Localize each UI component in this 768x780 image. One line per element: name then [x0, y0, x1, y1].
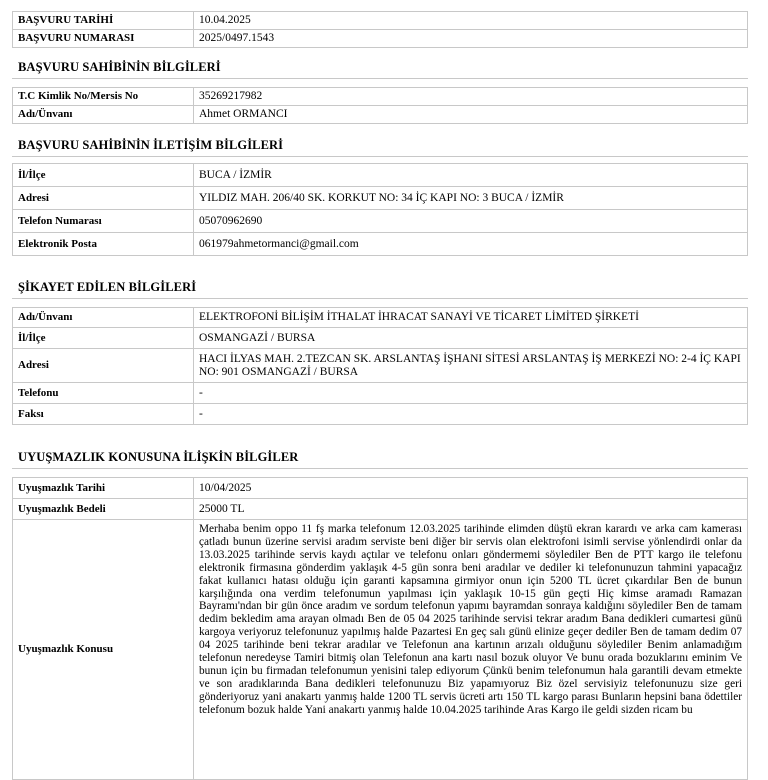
table-row — [13, 404, 748, 425]
table-row — [13, 349, 748, 383]
company-name-label: Adı/Ünvanı — [13, 308, 194, 328]
section-divider — [12, 78, 748, 79]
contact-table — [12, 163, 748, 256]
table-row — [13, 187, 748, 210]
table-row — [13, 499, 748, 520]
phone-label: Telefon Numarası — [13, 210, 194, 233]
company-city-label: İl/İlçe — [13, 328, 194, 349]
application-date-value: 10.04.2025 — [194, 12, 748, 30]
table-row — [13, 88, 748, 106]
dispute-subject-cell — [194, 520, 748, 780]
dispute-amount-value: 25000 TL — [194, 499, 748, 520]
dispute-date-label: Uyuşmazlık Tarihi — [13, 478, 194, 499]
company-city-value: OSMANGAZİ / BURSA — [194, 328, 748, 349]
contact-section-heading: BAŞVURU SAHİBİNİN İLETİŞİM BİLGİLERİ — [18, 138, 284, 152]
applicant-name-label: Adı/Ünvanı — [13, 106, 194, 124]
email-label: Elektronik Posta — [13, 233, 194, 256]
address-value: YILDIZ MAH. 206/40 SK. KORKUT NO: 34 İÇ KAPI NO: 3 BUCA / İZMİR — [194, 187, 748, 210]
dispute-amount-label: Uyuşmazlık Bedeli — [13, 499, 194, 520]
city-district-label: İl/İlçe — [13, 164, 194, 187]
company-phone-value: - — [194, 383, 748, 404]
address-label: Adresi — [13, 187, 194, 210]
table-row — [13, 12, 748, 30]
table-row — [13, 233, 748, 256]
complained-section-heading: ŞİKAYET EDİLEN BİLGİLERİ — [18, 280, 197, 294]
applicant-section-heading: BAŞVURU SAHİBİNİN BİLGİLERİ — [18, 60, 221, 74]
section-divider — [12, 156, 748, 157]
company-address-value: HACI İLYAS MAH. 2.TEZCAN SK. ARSLANTAŞ İŞHANI SİTESİ ARSLANTAŞ İŞ MERKEZİ NO: 2-4 İÇ KAPI NO: 901 OSMANGAZİ / BURSA — [194, 349, 748, 383]
dispute-subject-label: Uyuşmazlık Konusu — [13, 520, 194, 780]
table-row — [13, 478, 748, 499]
table-row — [13, 308, 748, 328]
table-row — [13, 383, 748, 404]
table-row — [13, 328, 748, 349]
application-summary-table — [12, 11, 748, 48]
table-row — [13, 164, 748, 187]
id-number-value: 35269217982 — [194, 88, 748, 106]
phone-value: 05070962690 — [194, 210, 748, 233]
dispute-table — [12, 477, 748, 780]
dispute-subject-text: Merhaba benim oppo 11 fş marka telefonum 12.03.2025 tarihinde elimden düştü ekran karardı ve arka cam kamerası çatladı bunun üzerine servisi aradım serviste beni diğer bir servis olan elektrofoni isimli servise yönlendirdi onlar da 13.03.2025 tarihinde servis kaydı açtılar ve telefonu onları göndermemi söylediler Ben de PTT kargo ile telefonu elektronik firmasına gönderdim yaklaşık 4-5 gün sonra beni aradılar ve dediler ki telefonunuzun tahmini yapacağız fakat kullanıcı hatası olduğu için garanti kapsamına girmiyor onun için 5200 TL ücret çıkardılar Ben de bunun karşılığında ona verdim telefonumun yapılması için yaklaşık 10-15 gün geçti Hiç kimse aramadı Ramazan Bayramı'ndan bir gün önce aradım ve sordum telefonun yapımı bayramdan sonraya kaldığını söylediler Ben de tamam dedim bekledim ama arayan olmadı Ben de 05 04 2025 tarihinde servisi tekrar aradım Bana dedikleri cumartesi günü kargoya veriyoruz telefonunuz yapılmış halde Pazartesi En geç salı günü elinize geçer dediler Ben de tamam dedim 07 04 2025 tarihinde beni tekrar aradılar ve Telefonun ana kartının arızalı olduğunu söylediler Benim anlamadığım telefonun neredeyse Tamiri bitmiş olan Telefonun ana kartı nasıl bozuk oluyor Ve bunu orada bozuklarını eminim Ve bunun için bu firmadan telefonumun yenisini talep ediyorum Çünkü benim telefonumun hala garantili devam etmekte ve son aradıklarında Bana dedikleri telefonunuzu Biz yapamıyoruz Biz özel servisiyiz telefonunuzu size geri gönderiyoruz yani anakartı yanmış halde 1200 TL servis ücreti artı 150 TL kargo parası Bunların hepsini bana ödettiler telefonum bozuk halde Yani anakartı yanmış halde 10.04.2025 tarihinde Aras Kargo ile geldi sizden ricam bu — [199, 523, 742, 716]
dispute-section-heading: UYUŞMAZLIK KONUSUNA İLİŞKİN BİLGİLER — [18, 450, 299, 464]
table-row — [13, 520, 748, 780]
application-number-label: BAŞVURU NUMARASI — [13, 30, 194, 48]
city-district-value: BUCA / İZMİR — [194, 164, 748, 187]
applicant-table — [12, 87, 748, 124]
dispute-date-value: 10/04/2025 — [194, 478, 748, 499]
company-fax-value: - — [194, 404, 748, 425]
company-fax-label: Faksı — [13, 404, 194, 425]
company-name-value: ELEKTROFONİ BİLİŞİM İTHALAT İHRACAT SANAYİ VE TİCARET LİMİTED ŞİRKETİ — [194, 308, 748, 328]
company-address-label: Adresi — [13, 349, 194, 383]
email-value: 061979ahmetormanci@gmail.com — [194, 233, 748, 256]
table-row — [13, 30, 748, 48]
section-divider — [12, 298, 748, 299]
applicant-name-value: Ahmet ORMANCI — [194, 106, 748, 124]
section-divider — [12, 468, 748, 469]
application-date-label: BAŞVURU TARİHİ — [13, 12, 194, 30]
complained-table — [12, 307, 748, 425]
table-row — [13, 106, 748, 124]
application-number-value: 2025/0497.1543 — [194, 30, 748, 48]
id-number-label: T.C Kimlik No/Mersis No — [13, 88, 194, 106]
table-row — [13, 210, 748, 233]
company-phone-label: Telefonu — [13, 383, 194, 404]
